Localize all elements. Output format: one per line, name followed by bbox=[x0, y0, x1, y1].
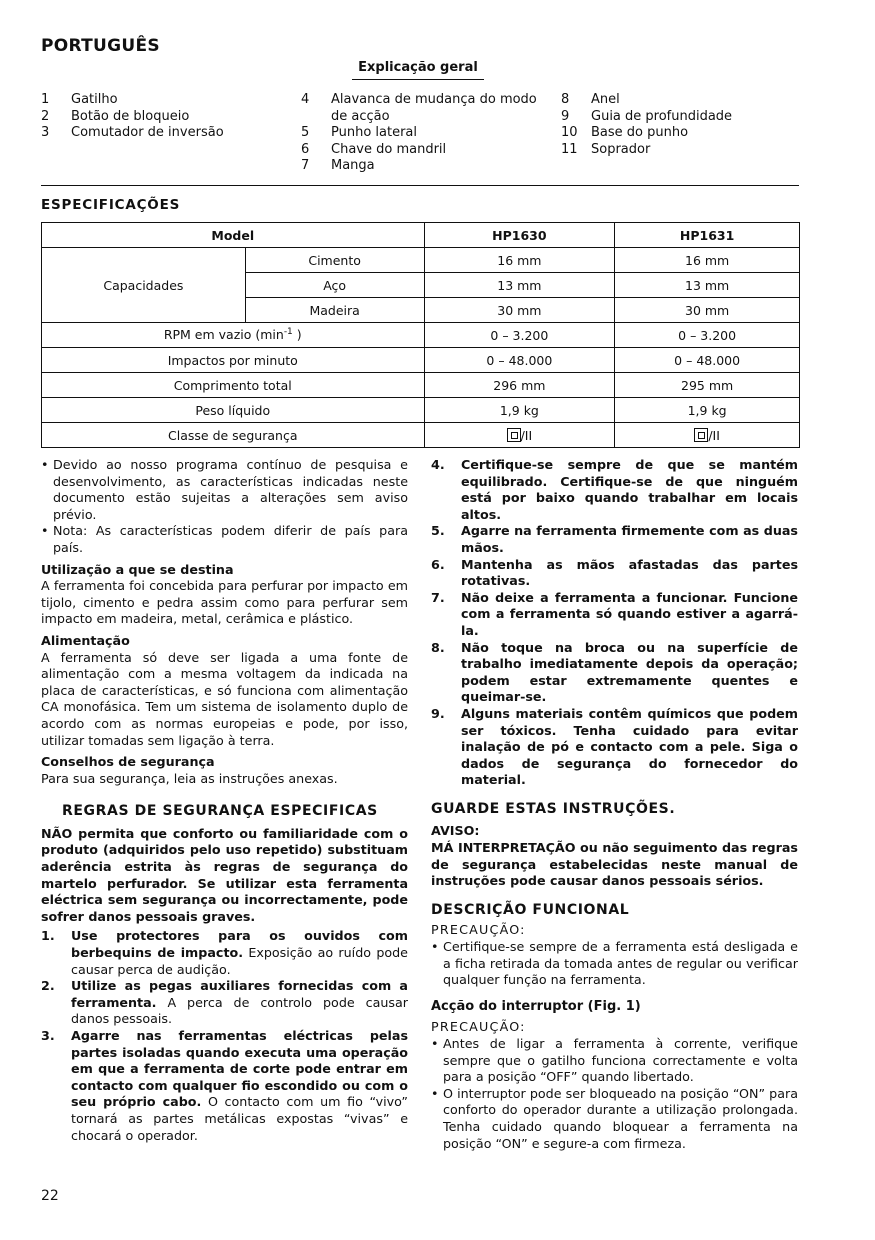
list-item: 3 Comutador de inversão bbox=[41, 125, 224, 141]
double-insulation-icon bbox=[694, 428, 708, 442]
table-row bbox=[42, 323, 800, 348]
table-cell: 13 mm bbox=[615, 273, 800, 298]
list-item: 10 Base do punho bbox=[561, 125, 689, 141]
specs-table bbox=[41, 222, 800, 448]
table-cell: 30 mm bbox=[424, 298, 615, 323]
rule-item: 1. Use protectores para os ouvidos com berbequins de impacto. Exposição ao ruído pode causar perca de audição. bbox=[41, 928, 408, 977]
rule-item: 9. Alguns materiais contêm químicos que podem ser tóxicos. Tenha cuidado para evitar inalação de pó e contacto com a pele. Siga o dados de segurança do fornecedor do material. bbox=[431, 705, 798, 788]
table-cell: 295 mm bbox=[615, 373, 800, 398]
double-insulation-icon bbox=[507, 428, 521, 442]
list-item: 1 Gatilho bbox=[41, 92, 118, 107]
switch-action-heading: Acção do interruptor (Fig. 1) bbox=[431, 998, 641, 1014]
list-item: 7 Manga bbox=[301, 158, 375, 174]
warning-text: MÁ INTERPRETAÇÃO ou não seguimento das regras de segurança estabelecidas neste manual de instruções pode causar danos pessoais sérios. bbox=[431, 840, 798, 889]
model-hp1631: HP1631 bbox=[615, 223, 800, 248]
table-row bbox=[42, 223, 800, 248]
keep-instructions-heading: GUARDE ESTAS INSTRUÇÕES. bbox=[431, 800, 676, 817]
caution-label: PRECAUÇÃO: bbox=[431, 922, 526, 938]
rules-heading: REGRAS DE SEGURANÇA ESPECIFICAS bbox=[62, 803, 378, 820]
table-cell: 1,9 kg bbox=[424, 398, 615, 423]
capacities-label: Capacidades bbox=[42, 248, 246, 323]
note-bullet: • Nota: As características podem diferir de país para país. bbox=[41, 523, 408, 556]
specs-heading: ESPECIFICAÇÕES bbox=[41, 197, 181, 213]
rule-item: 4. Certifique-se sempre de que se mantém equilibrado. Certifique-se de que ninguém está por baixo quando trabalhar em locais altos. bbox=[431, 457, 798, 522]
table-row bbox=[42, 248, 800, 273]
subheading-power: Alimentação bbox=[41, 632, 130, 648]
subheading-safety: Conselhos de segurança bbox=[41, 754, 215, 770]
paragraph: Para sua segurança, leia as instruções anexas. bbox=[41, 770, 338, 786]
table-cell: 0 – 48.000 bbox=[615, 348, 800, 373]
table-row bbox=[42, 423, 800, 448]
page-number: 22 bbox=[41, 1188, 59, 1204]
functional-description-heading: DESCRIÇÃO FUNCIONAL bbox=[431, 901, 630, 918]
table-cell: Aço bbox=[245, 273, 424, 298]
parts-list-col-2 bbox=[301, 92, 541, 175]
table-row bbox=[42, 398, 800, 423]
table-cell: 16 mm bbox=[424, 248, 615, 273]
rule-item: 2. Utilize as pegas auxiliares fornecidas com a ferramenta. A perca de controlo pode causar danos pessoais. bbox=[41, 978, 408, 1027]
table-cell: /II bbox=[424, 423, 615, 448]
caution-label: PRECAUÇÃO: bbox=[431, 1019, 526, 1035]
table-cell: 13 mm bbox=[424, 273, 615, 298]
parts-list-col-3 bbox=[561, 92, 801, 158]
caution-bullet: • O interruptor pode ser bloqueado na posição “ON” para conforto do operador durante a utilização prolongada. Tenha cuidado quando bloquear a ferramenta na posição “ON” e segure-a com firmeza. bbox=[431, 1086, 798, 1152]
table-cell: 0 – 48.000 bbox=[424, 348, 615, 373]
parts-list-col-1 bbox=[41, 92, 281, 142]
table-cell: 0 – 3.200 bbox=[424, 323, 615, 348]
rpm-label: RPM em vazio ($\min^{-1}$ ) bbox=[42, 323, 425, 348]
caution-bullet: • Antes de ligar a ferramenta à corrente, verifique sempre que o gatilho funciona correctamente e volta para a posição “OFF” quando libertado. bbox=[431, 1036, 798, 1086]
rule-item: 6. Mantenha as mãos afastadas das partes rotativas. bbox=[431, 556, 798, 589]
list-item: 6 Chave do mandril bbox=[301, 141, 447, 157]
paragraph: A ferramenta foi concebida para perfurar por impacto em tijolo, cimento e pedra assim como para perfurar sem impacto em madeira, metal, cerâmica e plástico. bbox=[41, 578, 408, 627]
paragraph: A ferramenta só deve ser ligada a uma fonte de alimentação com a mesma voltagem da indicada na placa de características, e só funciona com alimentação CA monofásica. Tem um sistema de isolamento duplo de acordo com as normas europeias e pode, por isso, utilizar tomadas sem ligação à terra. bbox=[41, 649, 408, 748]
list-item: 9 Guia de profundidade bbox=[561, 108, 733, 124]
table-row bbox=[42, 348, 800, 373]
right-column bbox=[431, 457, 798, 1152]
list-item: 2 Botão de bloqueio bbox=[41, 108, 190, 124]
table-cell: Peso líquido bbox=[42, 398, 425, 423]
table-cell: 16 mm bbox=[615, 248, 800, 273]
table-cell: Cimento bbox=[245, 248, 424, 273]
rule-item: 5. Agarre na ferramenta firmemente com as duas mãos. bbox=[431, 523, 798, 555]
table-cell: Classe de segurança bbox=[42, 423, 425, 448]
left-column bbox=[41, 457, 408, 1144]
section-title: Explicação geral bbox=[352, 60, 484, 80]
list-item: 11 Soprador bbox=[561, 141, 651, 157]
note-bullet: • Devido ao nosso programa contínuo de pesquisa e desenvolvimento, as características indicadas neste documento estão sujeitas a alterações sem aviso prévio. bbox=[41, 457, 408, 523]
list-item: 5 Punho lateral bbox=[301, 125, 418, 141]
table-row bbox=[42, 373, 800, 398]
divider bbox=[41, 185, 799, 186]
table-cell: 30 mm bbox=[615, 298, 800, 323]
table-cell: 0 – 3.200 bbox=[615, 323, 800, 348]
page-language-heading: PORTUGUÊS bbox=[41, 36, 160, 56]
rules-intro: NÃO permita que conforto ou familiaridade com o produto (adquiridos pelo uso repetido) substituam aderência estrita às regras de segurança do martelo perfurador. Se utilizar esta ferramenta eléctrica sem segurança ou incorrectamente, pode sofrer danos pessoais graves. bbox=[41, 825, 408, 924]
table-cell: Madeira bbox=[245, 298, 424, 323]
warning-title: AVISO: bbox=[431, 823, 480, 839]
model-header: Model bbox=[42, 223, 425, 248]
table-cell: Comprimento total bbox=[42, 373, 425, 398]
subheading-use: Utilização a que se destina bbox=[41, 561, 234, 577]
list-item: 8 Anel bbox=[561, 92, 620, 107]
rule-item: 8. Não toque na broca ou na superfície de trabalho imediatamente depois da operação; podem estar extremamente quentes e queimar-se. bbox=[431, 639, 798, 705]
rule-item: 7. Não deixe a ferramenta a funcionar. Funcione com a ferramenta só quando estiver a agarrá-la. bbox=[431, 589, 798, 638]
table-cell: 1,9 kg bbox=[615, 398, 800, 423]
table-cell: /II bbox=[615, 423, 800, 448]
table-cell: Impactos por minuto bbox=[42, 348, 425, 373]
caution-bullet: • Certifique-se sempre de a ferramenta está desligada e a ficha retirada da tomada antes de regular ou verificar qualquer função na ferramenta. bbox=[431, 939, 798, 989]
rule-item: 3. Agarre nas ferramentas eléctricas pelas partes isoladas quando executa uma operação em que a ferramenta de corte pode entrar em contacto com qualquer fio escondido ou com o seu próprio cabo. O contacto com um fio “vivo” tornará as partes metálicas expostas “vivas” e chocará o operador. bbox=[41, 1028, 408, 1143]
table-cell: 296 mm bbox=[424, 373, 615, 398]
model-hp1630: HP1630 bbox=[424, 223, 615, 248]
list-item: 4 Alavanca de mudança do modo de acção bbox=[301, 92, 537, 124]
